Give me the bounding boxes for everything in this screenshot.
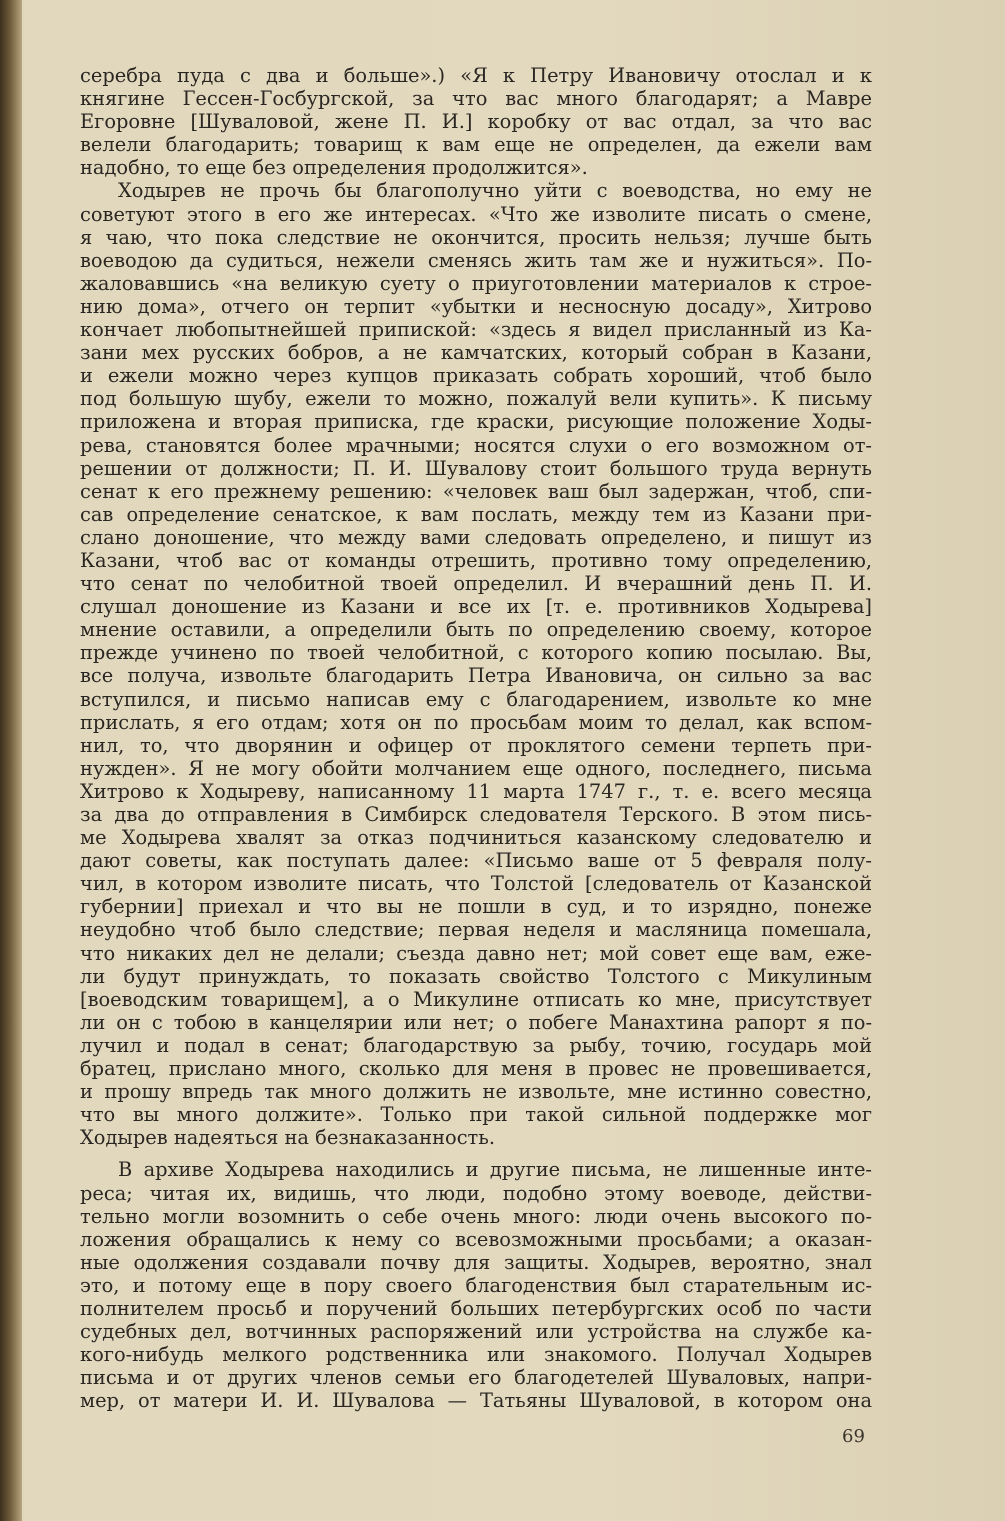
text-line: вступился, и письмо написав ему с благодарением, извольте ко мне xyxy=(80,687,872,711)
text-line: В архиве Ходырева находились и другие письма, не лишенные инте- xyxy=(118,1158,872,1182)
text-line: слано доношение, что между вами следовать определено, и пишут из xyxy=(80,525,872,549)
paragraph xyxy=(80,179,872,1149)
text-line: мер, от матери И. И. Шувалова — Татьяны Шуваловой, в котором она xyxy=(80,1389,872,1413)
text-line: Ходырев надеяться на безнаказанность. xyxy=(80,1126,495,1150)
text-line: прежде учинено по твоей челобитной, с которого копию посылаю. Вы, xyxy=(80,641,872,665)
text-line: сав определение сенатское, к вам послать, между тем из Казани при- xyxy=(80,502,872,526)
text-line: надобно, то еще без определения продолжится». xyxy=(80,156,588,180)
text-line: решении от должности; П. И. Шувалову стоит большого труда вернуть xyxy=(80,456,872,480)
text-line: губернии] приехал и что вы не пошли в суд, и то изрядно, понеже xyxy=(80,895,872,919)
text-line: ли он с тобою в канцелярии или нет; о побеге Манахтина рапорт я по- xyxy=(80,1010,872,1034)
body-text xyxy=(80,64,872,1412)
book-spine-shadow xyxy=(0,0,22,1521)
paragraph xyxy=(80,64,872,179)
text-line: серебра пуда с два и больше».) «Я к Петру Ивановичу отослал и к xyxy=(80,64,872,87)
text-line: кончает любопытнейшей припиской: «здесь я видел присланный из Ка- xyxy=(80,318,872,342)
text-line: ные одолжения создавали почву для защиты. Ходырев, вероятно, знал xyxy=(80,1250,872,1274)
text-line: [воеводским товарищем], а о Микулине отписать ко мне, присутствует xyxy=(80,987,872,1011)
page-number: 69 xyxy=(842,1426,865,1447)
text-line: сенат к его прежнему решению: «человек ваш был задержан, чтоб, спи- xyxy=(80,479,872,503)
text-line: и прошу впредь так много должить не извольте, мне истинно совестно, xyxy=(80,1080,872,1104)
text-line: и ежели можно через купцов приказать собрать хороший, чтоб было xyxy=(80,364,872,388)
text-line: тельно могли возомнить о себе очень много: люди очень высокого по- xyxy=(80,1204,872,1228)
text-line: мнение оставили, а определили быть по определению своему, которое xyxy=(80,618,872,642)
text-line: ложения обращались к нему со всевозможными просьбами; а оказан- xyxy=(80,1227,872,1251)
text-line: что вы много должите». Только при такой сильной поддержке мог xyxy=(80,1103,872,1127)
text-line: прислать, я его отдам; хотя он по просьбам моим то делал, как вспом- xyxy=(80,710,872,734)
text-line: письма и от других членов семьи его благодетелей Шуваловых, напри- xyxy=(80,1366,872,1390)
text-line: лучил и подал в сенат; благодарствую за рыбу, точию, государь мой xyxy=(80,1033,872,1057)
text-line: ли будут принуждать, то показать свойство Толстого с Микулиным xyxy=(80,964,872,988)
text-line: княгине Гессен-Госбургской, за что вас много благодарят; а Мавре xyxy=(80,87,872,111)
text-line: нил, то, что дворянин и офицер от проклятого семени терпеть при- xyxy=(80,733,872,757)
text-line: велели благодарить; товарищ к вам еще не определен, да ежели вам xyxy=(80,133,872,157)
text-line: братец, прислано много, сколько для меня в провес не провешивается, xyxy=(80,1057,872,1081)
text-line: Егоровне [Шуваловой, жене П. И.] коробку от вас отдал, за что вас xyxy=(80,110,872,134)
text-line: реса; читая их, видишь, что люди, подобно этому воеводе, действи- xyxy=(80,1181,872,1205)
text-line: зани мех русских бобров, а не камчатских, который собран в Казани, xyxy=(80,341,872,365)
text-line: кого-нибудь мелкого родственника или знакомого. Получал Ходырев xyxy=(80,1343,872,1367)
text-line: чил, в котором изволите писать, что Толстой [следователь от Казанской xyxy=(80,872,872,896)
text-line: приложена и вторая приписка, где краски, рисующие положение Ходы- xyxy=(80,410,872,434)
text-line: дают советы, как поступать далее: «Письмо ваше от 5 февраля полу- xyxy=(80,849,872,873)
text-line: советуют этого в его же интересах. «Что же изволите писать о смене, xyxy=(80,202,872,226)
text-line: судебных дел, вотчинных распоряжений или устройства на службе ка- xyxy=(80,1320,872,1344)
text-line: ме Ходырева хвалят за отказ подчиниться казанскому следователю и xyxy=(80,826,872,850)
text-line: слушал доношение из Казани и все их [т. е. противников Ходырева] xyxy=(80,595,872,619)
text-line: под большую шубу, ежели то можно, пожалуй вели купить». К письму xyxy=(80,387,872,411)
text-line: что сенат по челобитной твоей определил. И вчерашний день П. И. xyxy=(80,572,872,596)
text-line: Ходырев не прочь бы благополучно уйти с воеводства, но ему не xyxy=(118,179,872,203)
text-line: что никаких дел не делали; съезда давно нет; мой совет еще вам, еже- xyxy=(80,941,872,965)
text-line: неудобно чтоб было следствие; первая неделя и масляница помешала, xyxy=(80,918,872,942)
text-line: жаловавшись «на великую суету о приуготовлении материалов к строе- xyxy=(80,271,872,295)
paragraph-gap xyxy=(80,1149,872,1158)
text-line: я чаю, что пока следствие не окончится, просить нельзя; лучше быть xyxy=(80,225,872,249)
text-line: нужден». Я не могу обойти молчанием еще одного, последнего, письма xyxy=(80,756,872,780)
text-line: рева, становятся более мрачными; носятся слухи о его возможном от- xyxy=(80,433,872,457)
text-line: Хитрово к Ходыреву, написанному 11 марта 1747 г., т. е. всего месяца xyxy=(80,779,872,803)
text-line: это, и потому еще в пору своего благоденствия был старательным ис- xyxy=(80,1273,872,1297)
text-line: воеводою да судиться, нежели сменясь жить там же и нужиться». По- xyxy=(80,248,872,272)
text-line: Казани, чтоб вас от команды отрешить, противно тому определению, xyxy=(80,548,872,572)
paragraph xyxy=(80,1158,872,1412)
text-line: нию дома», отчего он терпит «убытки и несносную досаду», Хитрово xyxy=(80,294,872,318)
text-line: полнителем просьб и поручений больших петербургских особ по части xyxy=(80,1296,872,1320)
text-line: за два до отправления в Симбирск следователя Терского. В этом пись- xyxy=(80,803,872,826)
text-line: все получа, извольте благодарить Петра Ивановича, он сильно за вас xyxy=(80,664,872,688)
